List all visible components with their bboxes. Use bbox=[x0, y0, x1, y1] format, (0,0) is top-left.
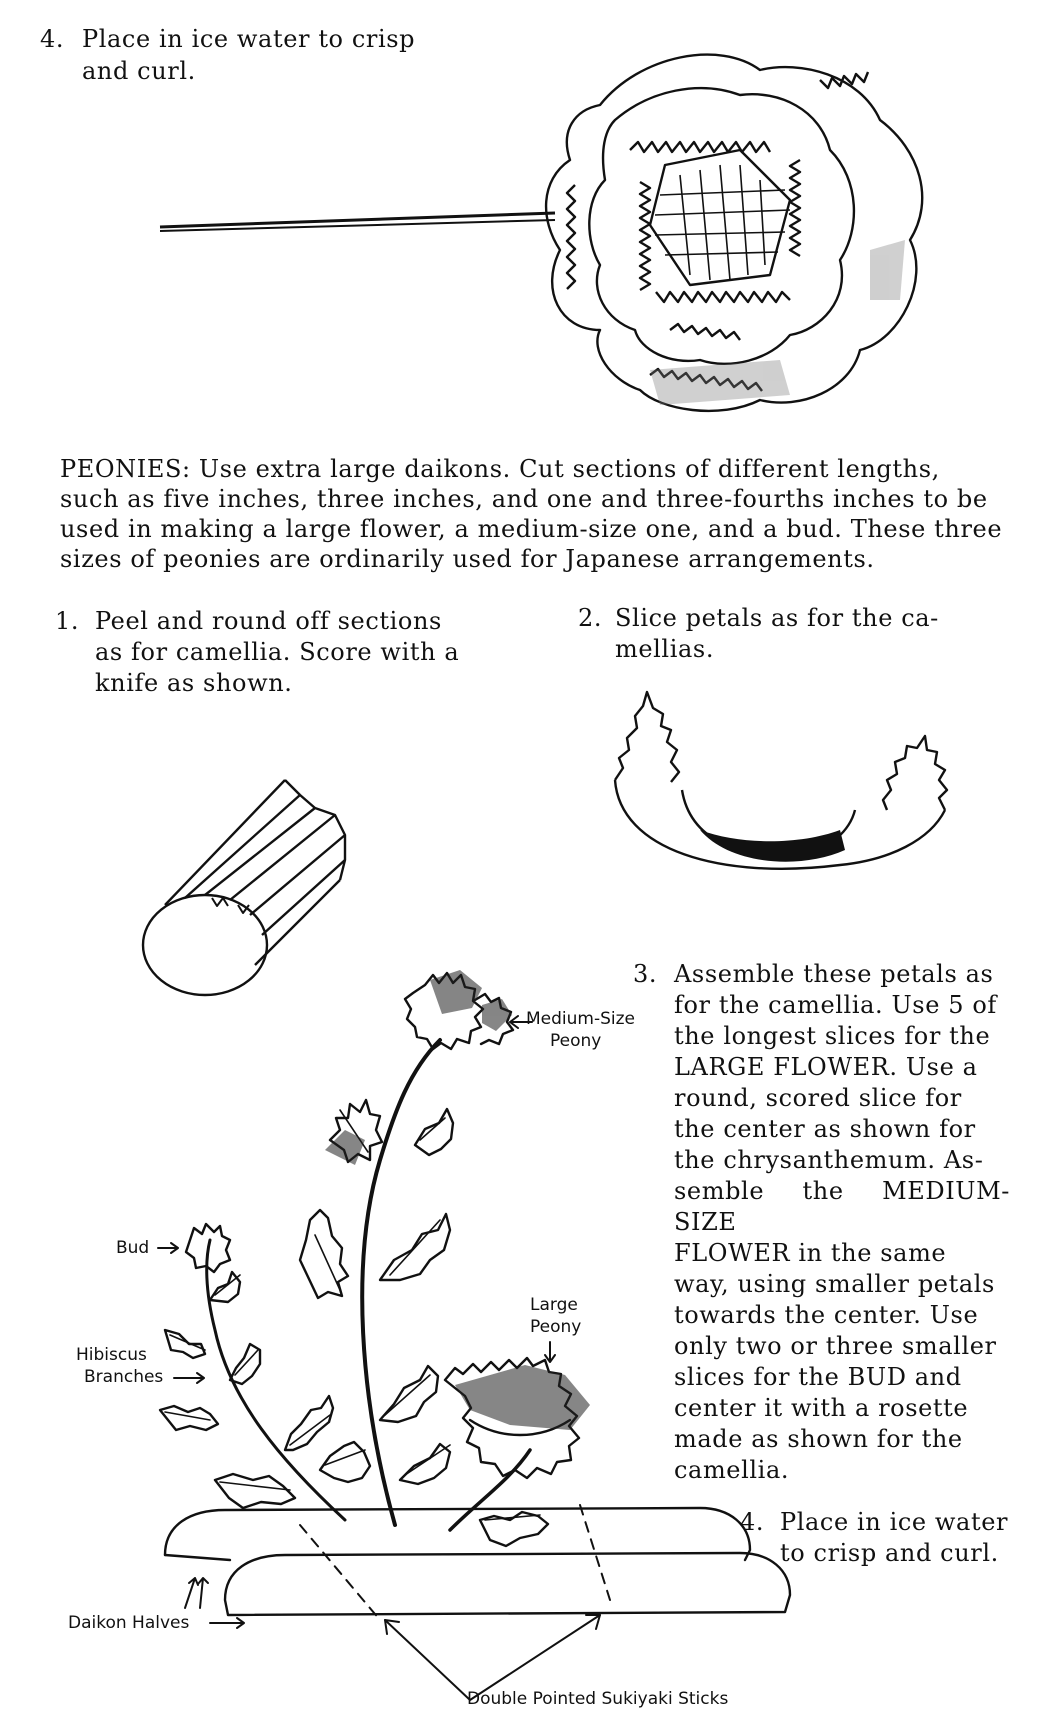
intro-line4: sizes of peonies are ordinarily used for Japanese arrangements. bbox=[60, 545, 875, 573]
label-line: Large bbox=[530, 1295, 578, 1315]
step-number: 2. bbox=[578, 604, 603, 632]
label-daikon-halves: Daikon Halves bbox=[68, 1613, 190, 1633]
label-bud: Bud bbox=[116, 1238, 150, 1258]
step3-line: for the camellia. Use 5 of bbox=[674, 991, 997, 1019]
label-medium-size-peony bbox=[526, 1008, 635, 1052]
step-number: 1. bbox=[55, 607, 80, 635]
step1-line3: knife as shown. bbox=[95, 669, 293, 697]
label-sukiyaki-sticks: Double Pointed Sukiyaki Sticks bbox=[467, 1689, 729, 1709]
step4-top-line2: and curl. bbox=[82, 57, 196, 85]
step2-line2: mellias. bbox=[615, 635, 715, 663]
step3-line: the center as shown for bbox=[674, 1115, 976, 1143]
label-line: Branches bbox=[84, 1367, 164, 1387]
step4-top-line1: Place in ice water to crisp bbox=[82, 25, 416, 53]
step2-line1: Slice petals as for the ca- bbox=[615, 604, 939, 632]
label-line: Hibiscus bbox=[76, 1345, 147, 1365]
step-number: 4. bbox=[40, 25, 65, 53]
intro-line2: such as five inches, three inches, and one and three-fourths inches to be bbox=[60, 485, 988, 513]
step-number: 4. bbox=[740, 1508, 765, 1536]
step3-line: way, using smaller petals bbox=[674, 1270, 995, 1298]
step3-line: only two or three smaller bbox=[674, 1332, 997, 1360]
step3-line: towards the center. Use bbox=[674, 1301, 979, 1329]
label-line: Peony bbox=[550, 1031, 602, 1051]
step3-line: semble the MEDIUM-SIZE bbox=[674, 1177, 1010, 1236]
intro-line3: used in making a large flower, a medium-size one, and a bud. These three bbox=[60, 515, 1003, 543]
step3-line: slices for the BUD and bbox=[674, 1363, 962, 1391]
step4-bottom-line2: to crisp and curl. bbox=[780, 1539, 999, 1567]
step3-line: FLOWER in the same bbox=[674, 1239, 947, 1267]
step3-line: camellia. bbox=[674, 1456, 790, 1484]
label-line: Medium-Size bbox=[526, 1009, 636, 1029]
step3-line: the longest slices for the bbox=[674, 1022, 991, 1050]
step3-line: the chrysanthemum. As- bbox=[674, 1146, 984, 1174]
step4-bottom-line1: Place in ice water bbox=[780, 1508, 1009, 1536]
step3-line: LARGE FLOWER. Use a bbox=[674, 1053, 978, 1081]
label-large-peony bbox=[530, 1294, 581, 1338]
step1-line2: as for camellia. Score with a bbox=[95, 638, 460, 666]
step1-line1: Peel and round off sections bbox=[95, 607, 442, 635]
step3-line: Assemble these petals as bbox=[674, 960, 994, 988]
intro-line1: PEONIES: Use extra large daikons. Cut sections of different lengths, bbox=[60, 455, 940, 483]
label-hibiscus-branches bbox=[76, 1344, 163, 1388]
step3-line: round, scored slice for bbox=[674, 1084, 962, 1112]
label-line: Peony bbox=[530, 1317, 582, 1337]
step-number: 3. bbox=[633, 960, 658, 988]
step3-line: center it with a rosette bbox=[674, 1394, 969, 1422]
step3-line: made as shown for the bbox=[674, 1425, 963, 1453]
